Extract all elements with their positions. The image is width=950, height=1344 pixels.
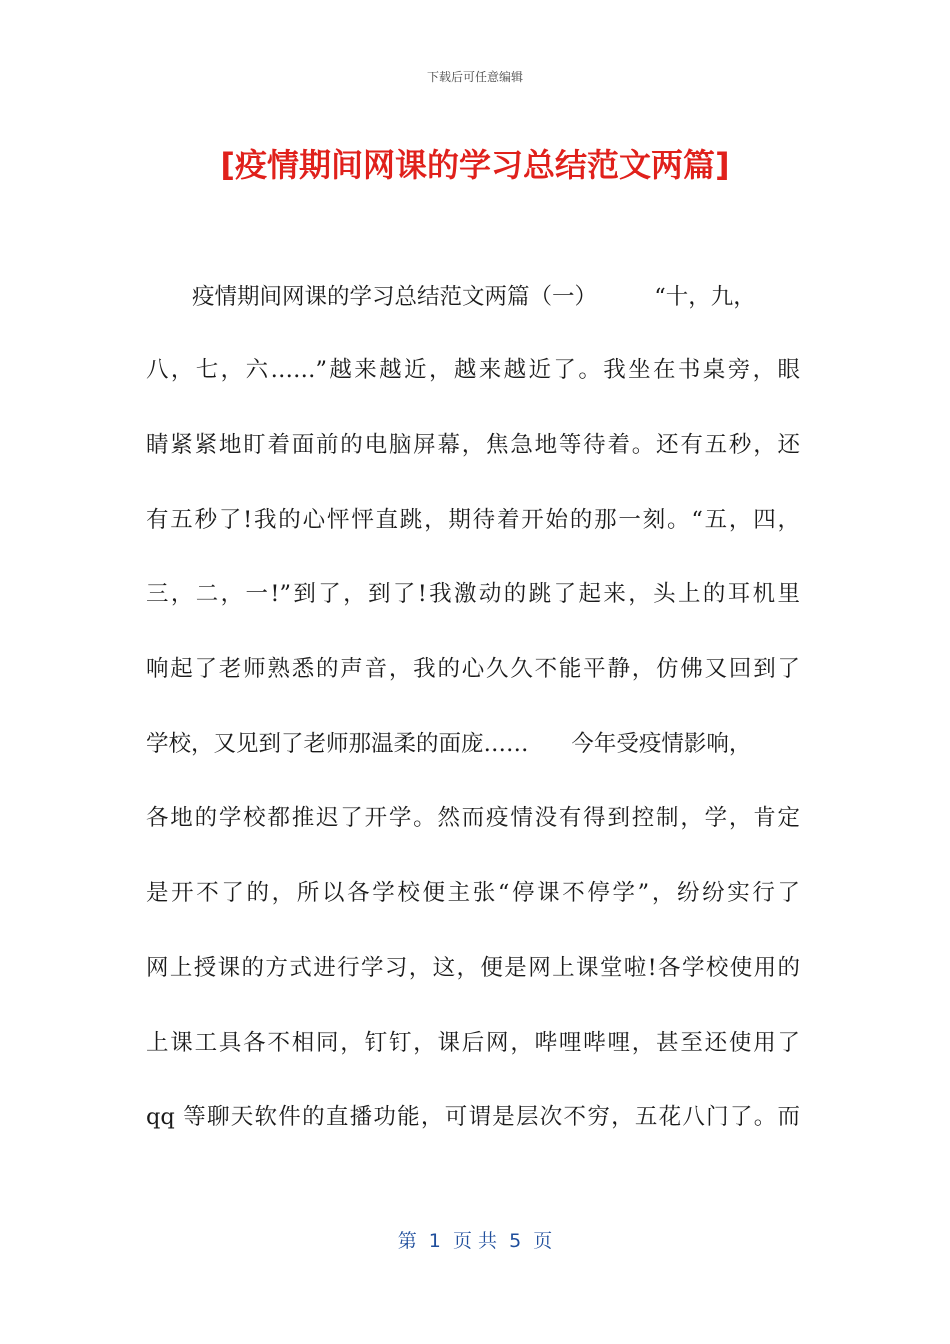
page-number-footer: 第 1 页 共 5 页 <box>397 1230 553 1252</box>
body-line-9: 是开不了的，所以各学校便主张“停课不停学”，纷纷实行了 <box>146 880 800 906</box>
body-line-8: 各地的学校都推迟了开学。然而疫情没有得到控制，学，肯定 <box>146 805 800 831</box>
body-line-12: qq 等聊天软件的直播功能，可谓是层次不穷，五花八门了。而 <box>146 1104 800 1130</box>
body-line-1: 疫情期间网课的学习总结范文两篇（一） “十，九， <box>192 284 756 310</box>
body-line-2: 八，七，六……”越来越近，越来越近了。我坐在书桌旁，眼 <box>146 357 800 383</box>
document-title: [疫情期间网课的学习总结范文两篇] <box>220 146 730 184</box>
body-line-11: 上课工具各不相同，钉钉，课后网，哔哩哔哩，甚至还使用了 <box>146 1030 800 1056</box>
body-line-3: 睛紧紧地盯着面前的电脑屏幕，焦急地等待着。还有五秒，还 <box>146 432 800 458</box>
body-line-4: 有五秒了!我的心怦怦直跳，期待着开始的那一刻。“五，四， <box>146 507 800 533</box>
body-line-7: 学校，又见到了老师那温柔的面庞…… 今年受疫情影响， <box>146 731 752 757</box>
body-line-6: 响起了老师熟悉的声音，我的心久久不能平静，仿佛又回到了 <box>146 656 800 682</box>
header-note: 下载后可任意编辑 <box>426 70 523 84</box>
body-line-10: 网上授课的方式进行学习，这，便是网上课堂啦!各学校使用的 <box>146 955 800 981</box>
body-line-5: 三，二，一!”到了，到了!我激动的跳了起来，头上的耳机里 <box>146 581 800 607</box>
